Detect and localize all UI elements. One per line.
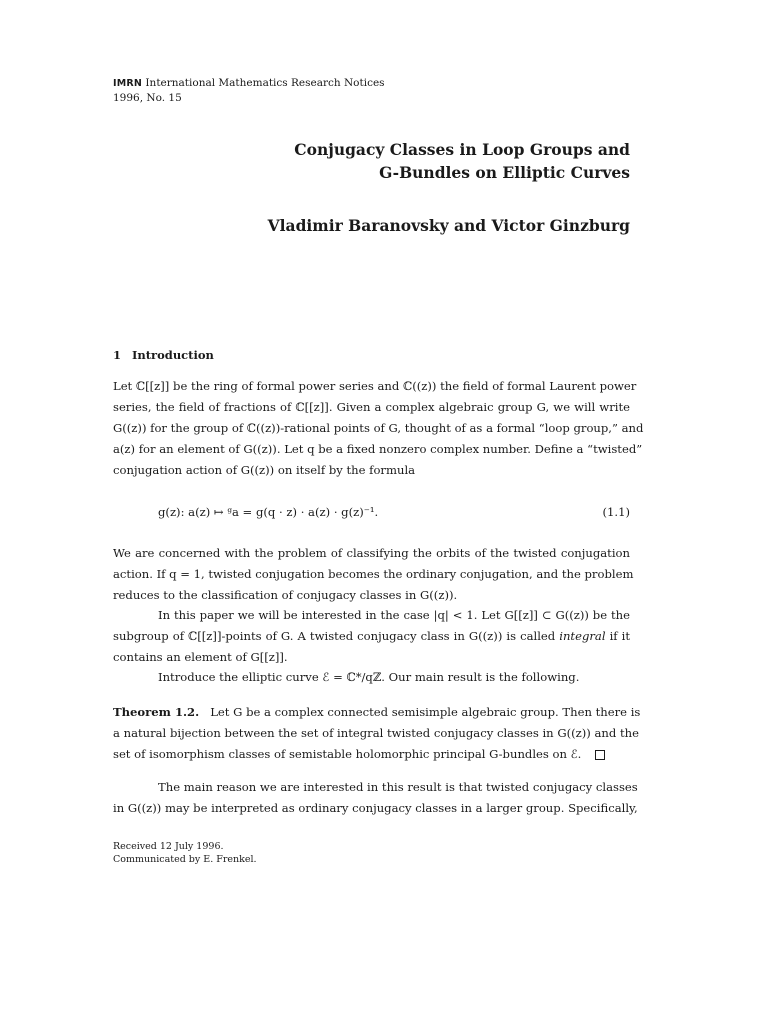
- paper-authors: Vladimir Baranovsky and Victor Ginzburg: [267, 216, 630, 235]
- paper-title-line-2: G-Bundles on Elliptic Curves: [379, 163, 630, 182]
- journal-name: International Mathematics Research Notices: [145, 77, 385, 89]
- paragraph-2-line: reduces to the classification of conjugacy classes in G((z)).: [113, 588, 458, 602]
- paragraph-1-line: Let ℂ[[z]] be the ring of formal power series and ℂ((z)) the field of formal Laurent power: [113, 379, 637, 393]
- theorem-1-2: [113, 702, 641, 765]
- section-number: 1: [113, 348, 122, 362]
- journal-header: [113, 76, 385, 105]
- qed-square-icon: [595, 750, 605, 760]
- equation-number: (1.1): [602, 505, 630, 519]
- paragraph-5: [113, 777, 638, 819]
- paragraph-3-line: In this paper we will be interested in the case |q| < 1. Let G[[z]] ⊂ G((z)) be the: [158, 608, 630, 622]
- equation-expression: g(z): a(z) ↦ ᵍa = g(q · z) · a(z) · g(z)⁻¹.: [158, 505, 379, 519]
- paragraph-2-line: action. If q = 1, twisted conjugation becomes the ordinary conjugation, and the problem: [113, 567, 634, 581]
- journal-abbreviation: IMRN: [113, 78, 143, 89]
- footer-notes: [113, 840, 257, 866]
- theorem-label: Theorem 1.2.: [113, 705, 200, 719]
- paragraph-3-line: subgroup of ℂ[[z]]-points of G. A twisted conjugacy class in G((z)) is called integral if it: [113, 629, 630, 643]
- paper-title-line-1: Conjugacy Classes in Loop Groups and: [294, 140, 630, 159]
- paragraph-1-line: series, the field of fractions of ℂ[[z]]. Given a complex algebraic group G, we will write: [113, 400, 630, 414]
- paragraph-1: [113, 376, 644, 481]
- paragraph-1-line: conjugation action of G((z)) on itself by the formula: [113, 463, 416, 477]
- section-title: Introduction: [132, 348, 214, 362]
- paragraph-4-line: Introduce the elliptic curve ℰ = ℂ*/qℤ. Our main result is the following.: [158, 670, 580, 684]
- paragraph-3: [113, 605, 630, 668]
- equation-1-1: [113, 502, 630, 523]
- section-heading: [113, 348, 214, 362]
- paragraph-2: [113, 543, 634, 606]
- paragraph-1-line: G((z)) for the group of ℂ((z))-rational points of G, thought of as a formal “loop group,” and: [113, 421, 644, 435]
- paragraph-4: [113, 667, 630, 688]
- paragraph-3-line: contains an element of G[[z]].: [113, 650, 288, 664]
- emphasis-integral: integral: [559, 629, 606, 643]
- paper-title: [294, 138, 630, 184]
- communicated-by: Communicated by E. Frenkel.: [113, 854, 257, 865]
- paragraph-1-line: a(z) for an element of G((z)). Let q be a fixed nonzero complex number. Define a “twisted”: [113, 442, 643, 456]
- received-date: Received 12 July 1996.: [113, 841, 224, 852]
- journal-issue: 1996, No. 15: [113, 92, 182, 104]
- paragraph-5-line: The main reason we are interested in this result is that twisted conjugacy classes: [158, 780, 638, 794]
- theorem-line: a natural bijection between the set of integral twisted conjugacy classes in G((z)) and the: [113, 726, 639, 740]
- theorem-line: Theorem 1.2. Let G be a complex connected semisimple algebraic group. Then there is: [113, 705, 641, 719]
- paragraph-5-line: in G((z)) may be interpreted as ordinary conjugacy classes in a larger group. Specifically,: [113, 801, 638, 815]
- theorem-line: set of isomorphism classes of semistable holomorphic principal G-bundles on ℰ.: [113, 744, 630, 765]
- paragraph-2-line: We are concerned with the problem of classifying the orbits of the twisted conjugation: [113, 546, 630, 560]
